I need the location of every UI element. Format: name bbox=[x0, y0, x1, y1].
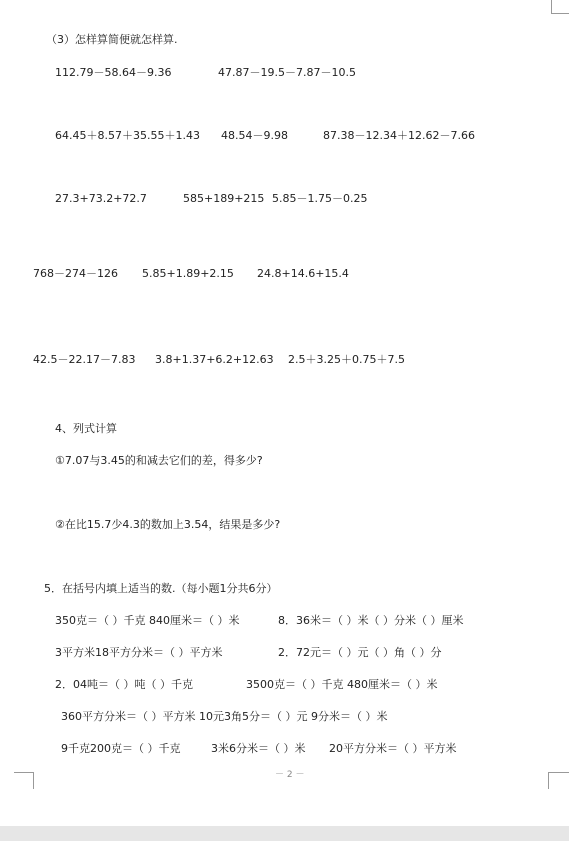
expression: 2.5＋3.25＋0.75＋7.5 bbox=[288, 353, 405, 366]
expression: 48.54－9.98 bbox=[221, 129, 288, 142]
fill-blank-item: 3平方米18平方分米＝（ ）平方米 bbox=[55, 646, 223, 659]
fill-blank-item: 350克＝（ ）千克 840厘米＝（ ）米 bbox=[55, 614, 240, 627]
corner-mark-bottom-right bbox=[548, 772, 549, 789]
corner-mark-bottom-left bbox=[33, 772, 34, 789]
expression: 768－274－126 bbox=[33, 267, 118, 280]
expression: 64.45＋8.57＋35.55＋1.43 bbox=[55, 129, 200, 142]
expression: 5.85－1.75－0.25 bbox=[272, 192, 368, 205]
corner-mark-bottom-right bbox=[548, 772, 569, 773]
fill-blank-item: 3500克＝（ ）千克 480厘米＝（ ）米 bbox=[246, 678, 438, 691]
corner-mark-top-right bbox=[551, 0, 552, 13]
fill-blank-item: 2．04吨＝（ ）吨（ ）千克 bbox=[55, 678, 193, 691]
fill-blank-item: 8．36米＝（ ）米（ ）分米（ ）厘米 bbox=[278, 614, 464, 627]
expression: 47.87－19.5－7.87－10.5 bbox=[218, 66, 356, 79]
corner-mark-bottom-left bbox=[14, 772, 34, 773]
fill-blank-item: 9千克200克＝（ ）千克 bbox=[61, 742, 181, 755]
expression: 5.85+1.89+2.15 bbox=[142, 267, 234, 280]
corner-mark-top-right bbox=[551, 13, 569, 14]
word-problem: ②在比15.7少4.3的数加上3.54，结果是多少? bbox=[55, 518, 281, 531]
expression: 87.38－12.34＋12.62－7.66 bbox=[323, 129, 475, 142]
fill-blank-item: 20平方分米＝（ ）平方米 bbox=[329, 742, 457, 755]
page-number: － 2 － bbox=[275, 770, 305, 780]
expression: 42.5－22.17－7.83 bbox=[33, 353, 136, 366]
viewer-bottom-bar bbox=[0, 826, 569, 841]
expression: 3.8+1.37+6.2+12.63 bbox=[155, 353, 274, 366]
expression: 112.79－58.64－9.36 bbox=[55, 66, 172, 79]
expression: 585+189+215 bbox=[183, 192, 265, 205]
word-problem: ①7.07与3.45的和减去它们的差，得多少? bbox=[55, 454, 263, 467]
fill-blank-item: 3米6分米＝（ ）米 bbox=[211, 742, 306, 755]
fill-blank-item: 360平方分米＝（ ）平方米 10元3角5分＝（ ）元 9分米＝（ ）米 bbox=[61, 710, 388, 723]
section5-heading: 5．在括号内填上适当的数.（每小题1分共6分） bbox=[44, 582, 278, 595]
expression: 27.3+73.2+72.7 bbox=[55, 192, 147, 205]
section4-heading: 4、列式计算 bbox=[55, 422, 117, 435]
section3-heading: （3）怎样算简便就怎样算. bbox=[46, 33, 178, 46]
expression: 24.8+14.6+15.4 bbox=[257, 267, 349, 280]
fill-blank-item: 2．72元＝（ ）元（ ）角（ ）分 bbox=[278, 646, 442, 659]
